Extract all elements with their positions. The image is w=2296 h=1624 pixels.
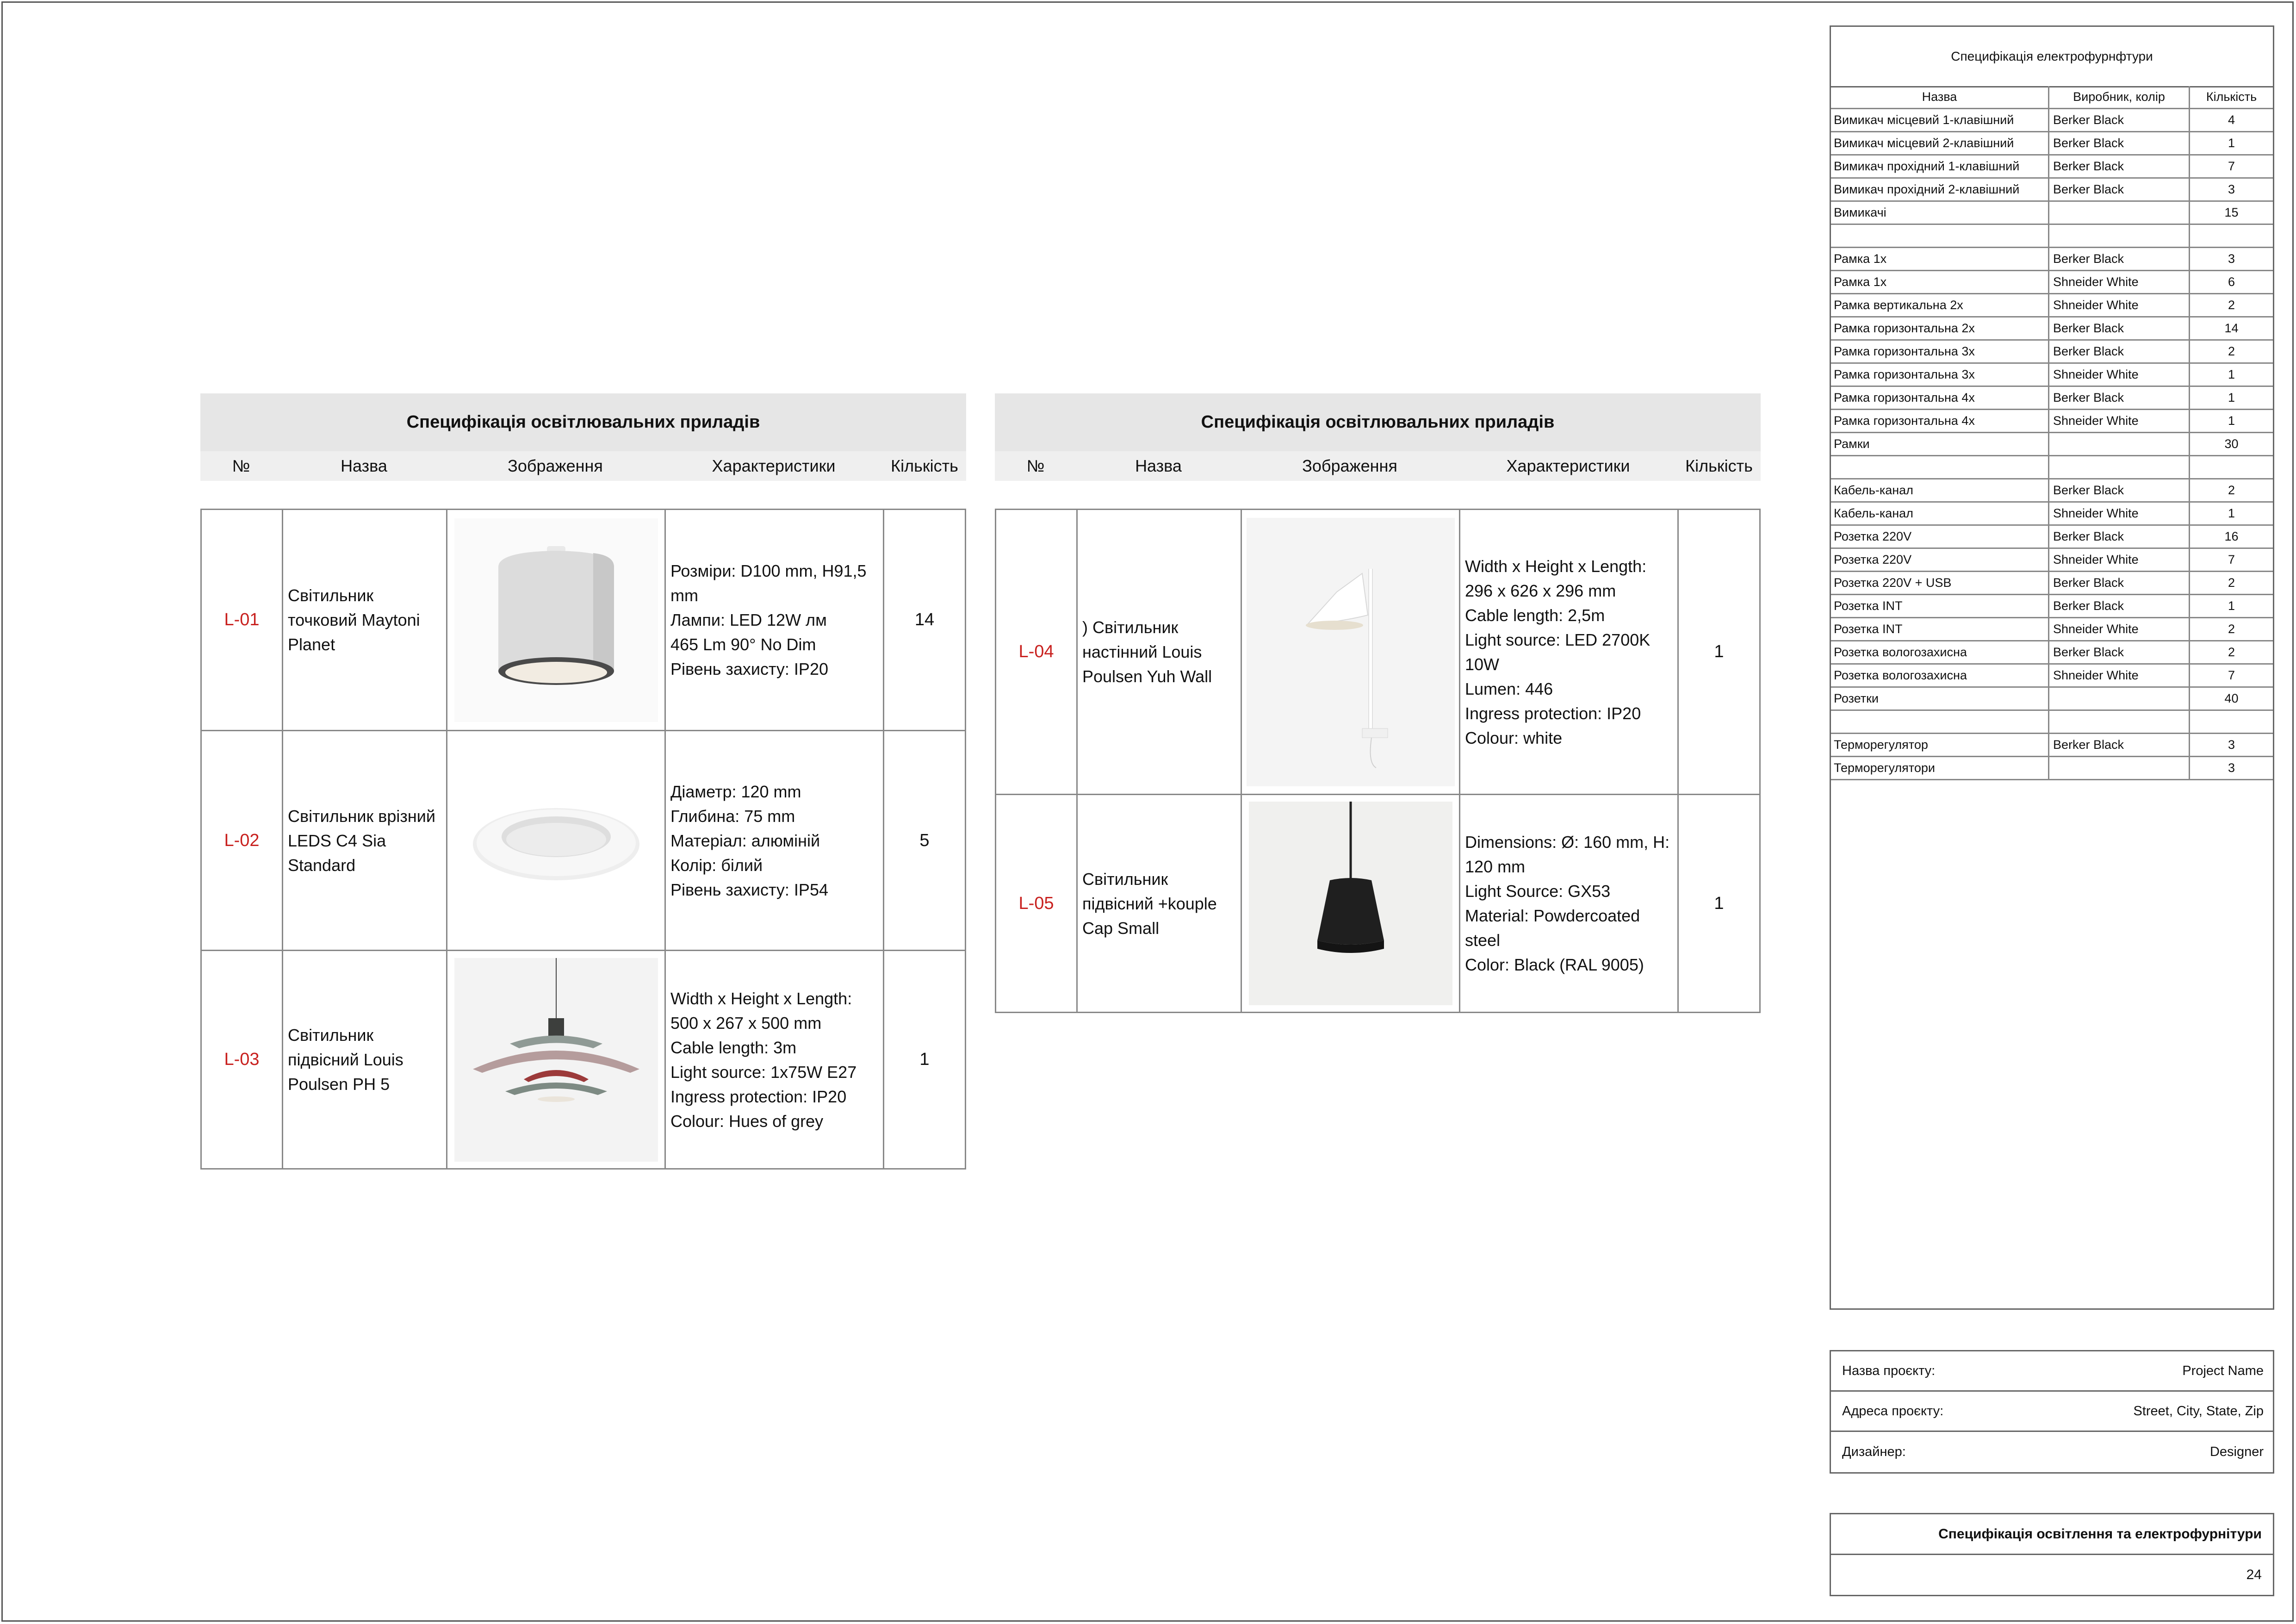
item-qty: 1 [2228, 367, 2235, 381]
item-name: Вимикач місцевий 2-клавішний [1831, 132, 2049, 154]
item-qty: 2 [2228, 622, 2235, 636]
spec-line: Dimensions: Ø: 160 mm, H: 120 mm [1465, 833, 1670, 876]
item-maker: Berker Black [2049, 479, 2190, 501]
item-qty: 2 [2228, 645, 2235, 659]
table-row [1831, 711, 2273, 734]
item-qty: 1 [2228, 391, 2235, 404]
col-image: Зображення [508, 456, 603, 475]
item-name: Розетка вологозахисна [1831, 641, 2049, 663]
designer-label: Дизайнер: [1842, 1444, 1906, 1459]
spec-line: Ingress protection: IP20 [1465, 703, 1641, 723]
item-maker: Berker Black [2049, 526, 2190, 548]
item-name: Кабель-канал [1831, 503, 2049, 524]
item-name: Світильник підвісний +kouple Cap Small [1078, 795, 1242, 1012]
item-image-cell [447, 951, 666, 1168]
item-name: ) Світильник настінний Louis Poulsen Yuh Wall [1078, 510, 1242, 794]
lighting-grid [995, 509, 1761, 1013]
item-name: Рамка горизонтальна 2х [1831, 317, 2049, 339]
item-qty: 2 [2228, 298, 2235, 312]
table-row [1831, 572, 2273, 595]
item-maker: Berker Black [2049, 156, 2190, 177]
lighting-table-title: Специфікація освітлювальних приладів [995, 393, 1761, 451]
spec-line: 465 Lm 90° No Dim [670, 635, 816, 654]
item-image-cell [447, 731, 666, 950]
item-code: L-05 [996, 795, 1078, 1012]
item-qty: 2 [2228, 576, 2235, 590]
item-qty: 7 [2228, 159, 2235, 173]
item-name [1831, 456, 2049, 478]
lighting-table-title: Специфікація освітлювальних приладів [200, 393, 966, 451]
col-specs: Характеристики [712, 456, 836, 475]
item-name: Рамки [1831, 433, 2049, 455]
item-qty [2190, 456, 2273, 478]
spec-line: Colour: white [1465, 728, 1563, 747]
item-image-cell [447, 510, 666, 730]
item-name: Вимикач прохідний 1-клавішний [1831, 156, 2049, 177]
table-row [1831, 132, 2273, 156]
item-name: Вимикач прохідний 2-клавішний [1831, 179, 2049, 200]
designer-value: Designer [2209, 1444, 2264, 1459]
item-qty: 16 [2224, 529, 2239, 543]
item-maker [2049, 202, 2190, 224]
item-maker: Berker Black [2049, 595, 2190, 617]
item-image-cell [1242, 510, 1460, 794]
table-row [1831, 503, 2273, 526]
table-row [1831, 387, 2273, 410]
table-row [202, 510, 965, 730]
item-name: Рамка горизонтальна 3х [1831, 341, 2049, 362]
spec-line: Color: Black (RAL 9005) [1465, 955, 1644, 974]
table-row [1831, 410, 2273, 433]
item-qty: 30 [2224, 437, 2239, 451]
col-qty: Кількість [1685, 456, 1753, 475]
spec-line: 296 x 626 x 296 mm [1465, 581, 1616, 600]
spec-line: Рівень захисту: IP20 [670, 660, 828, 678]
project-label: Назва проєкту: [1842, 1363, 1936, 1378]
electrical-table-title: Специфікація електрофурнфтури [1831, 27, 2273, 87]
project-name-row [1831, 1351, 2273, 1392]
col-number: № [1026, 456, 1045, 475]
table-row [1831, 248, 2273, 271]
item-name: Рамка горизонтальна 3х [1831, 364, 2049, 386]
item-maker: Berker Black [2049, 248, 2190, 270]
item-qty: 14 [2224, 321, 2239, 335]
item-maker [2049, 688, 2190, 709]
item-qty: 1 [1714, 893, 1724, 913]
spec-line: Глибина: 75 mm [670, 806, 795, 826]
item-code: L-02 [202, 731, 283, 950]
item-qty: 3 [2228, 738, 2235, 752]
item-code: L-03 [202, 951, 283, 1168]
col-name: Назва [1831, 86, 2049, 108]
spec-line: Width x Height x Length: [670, 989, 852, 1008]
spec-line: Cable length: 2,5m [1465, 605, 1605, 625]
item-name: Світильник врізний LEDS C4 Sia Standard [283, 731, 447, 950]
table-row [1831, 109, 2273, 132]
table-row [1831, 595, 2273, 618]
item-name: Розетка 220V [1831, 526, 2049, 548]
item-name: Терморегулятор [1831, 734, 2049, 756]
item-qty: 7 [2228, 668, 2235, 682]
item-qty: 40 [2224, 691, 2239, 705]
item-name [1831, 711, 2049, 733]
item-maker: Berker Black [2049, 641, 2190, 663]
item-qty: 3 [2228, 252, 2235, 266]
item-qty: 3 [2228, 761, 2235, 775]
item-name: Рамка горизонтальна 4х [1831, 410, 2049, 432]
spec-line: 500 x 267 x 500 mm [670, 1013, 822, 1033]
table-row [996, 794, 1759, 1012]
table-row [1831, 526, 2273, 549]
spec-line: Cable length: 3m [670, 1038, 797, 1057]
table-row [202, 730, 965, 950]
item-specs [666, 510, 884, 730]
table-row [1831, 294, 2273, 317]
electrical-rows [1831, 86, 2273, 780]
project-value: Project Name [2182, 1363, 2264, 1378]
spec-line: Колір: білий [670, 855, 763, 875]
item-qty: 7 [2228, 553, 2235, 566]
item-maker: Shneider White [2049, 618, 2190, 640]
item-name: Розетки [1831, 688, 2049, 709]
item-qty: 2 [2228, 483, 2235, 497]
lighting-table-1 [200, 393, 966, 1167]
item-maker: Berker Black [2049, 132, 2190, 154]
table-row [1831, 688, 2273, 711]
item-name [1831, 225, 2049, 247]
item-maker: Shneider White [2049, 665, 2190, 686]
item-specs [1460, 510, 1679, 794]
item-maker: Berker Black [2049, 341, 2190, 362]
item-qty [2190, 711, 2273, 733]
lighting-grid [200, 509, 966, 1170]
item-name: Рамка 1х [1831, 271, 2049, 293]
col-qty: Кількість [2206, 90, 2257, 104]
table-row [1831, 364, 2273, 387]
item-name: Вимикач місцевий 1-клавішний [1831, 109, 2049, 131]
table-row [1831, 618, 2273, 641]
item-name: Розетка INT [1831, 618, 2049, 640]
item-name: Рамка 1х [1831, 248, 2049, 270]
item-qty [2190, 225, 2273, 247]
item-maker [2049, 711, 2190, 733]
col-image: Зображення [1302, 456, 1397, 475]
spec-line: Лампи: LED 12W лм [670, 610, 827, 629]
designer-row [1831, 1432, 2273, 1472]
recessed-downlight-image [454, 739, 658, 942]
address-value: Street, City, State, Zip [2133, 1403, 2264, 1419]
spec-line: Рівень захисту: IP54 [670, 880, 828, 899]
table-row [1831, 225, 2273, 248]
item-maker: Shneider White [2049, 503, 2190, 524]
col-specs: Характеристики [1506, 456, 1630, 475]
item-maker: Shneider White [2049, 271, 2190, 293]
title-block [1830, 1350, 2274, 1474]
item-maker: Berker Black [2049, 109, 2190, 131]
pendant-ph5-image [454, 958, 658, 1162]
item-maker: Berker Black [2049, 317, 2190, 339]
item-name: Розетка 220V + USB [1831, 572, 2049, 594]
lighting-table-columns [200, 451, 966, 481]
item-name: Рамка горизонтальна 4х [1831, 387, 2049, 409]
item-maker: Shneider White [2049, 364, 2190, 386]
item-qty: 5 [919, 830, 930, 850]
col-name: Назва [1135, 456, 1182, 475]
table-row [996, 510, 1759, 794]
item-maker [2049, 456, 2190, 478]
black-pendant-image [1249, 802, 1452, 1005]
col-number: № [232, 456, 250, 475]
table-row [1831, 456, 2273, 479]
item-maker: Shneider White [2049, 294, 2190, 316]
electrical-header-row [1831, 86, 2273, 109]
item-code: L-01 [202, 510, 283, 730]
item-maker: Berker Black [2049, 734, 2190, 756]
item-qty: 1 [919, 1050, 930, 1069]
spec-line: Ingress protection: IP20 [670, 1087, 847, 1106]
item-qty: 4 [2228, 113, 2235, 127]
spec-line: Light source: LED 2700K 10W [1465, 630, 1651, 674]
item-image-cell [1242, 795, 1460, 1012]
item-specs [666, 731, 884, 950]
item-qty: 1 [2228, 136, 2235, 150]
item-qty: 1 [2228, 506, 2235, 520]
spec-line: Діаметр: 120 mm [670, 782, 801, 801]
sheet-info [1830, 1513, 2274, 1596]
table-row [1831, 202, 2273, 225]
spec-line: Colour: Hues of grey [670, 1111, 824, 1131]
table-row [1831, 757, 2273, 780]
lighting-table-2 [995, 393, 1761, 1014]
item-name: Терморегулятори [1831, 757, 2049, 779]
item-qty: 2 [2228, 344, 2235, 358]
item-qty: 1 [2228, 599, 2235, 613]
item-qty: 14 [914, 610, 935, 629]
item-name: Вимикачі [1831, 202, 2049, 224]
item-name: Світильник підвісний Louis Poulsen PH 5 [283, 951, 447, 1168]
item-name: Розетка INT [1831, 595, 2049, 617]
item-qty: 1 [2228, 414, 2235, 428]
item-maker [2049, 225, 2190, 247]
table-row [202, 950, 965, 1168]
spec-line: Light source: 1x75W E27 [670, 1062, 857, 1082]
item-code: L-04 [996, 510, 1078, 794]
spec-line: Lumen: 446 [1465, 679, 1553, 698]
spec-line: Матеріал: алюміній [670, 831, 820, 850]
item-maker [2049, 433, 2190, 455]
item-specs [666, 951, 884, 1168]
item-maker: Shneider White [2049, 410, 2190, 432]
sheet-number: 24 [2246, 1567, 2262, 1582]
item-maker [2049, 757, 2190, 779]
table-row [1831, 433, 2273, 456]
item-qty: 6 [2228, 275, 2235, 289]
spec-line: Width x Height x Length: [1465, 556, 1647, 576]
sheet-title: Специфікація освітлення та електрофурнітури [1831, 1514, 2273, 1555]
project-address-row [1831, 1392, 2273, 1432]
lighting-table-columns [995, 451, 1761, 481]
item-name: Розетка вологозахисна [1831, 665, 2049, 686]
table-row [1831, 734, 2273, 757]
spec-line: Розміри: D100 mm, H91,5 mm [670, 561, 867, 605]
item-name: Світильник точковий Maytoni Planet [283, 510, 447, 730]
table-row [1831, 641, 2273, 665]
col-name: Назва [341, 456, 387, 475]
ceiling-spotlight-image [454, 518, 658, 722]
item-maker: Berker Black [2049, 387, 2190, 409]
table-row [1831, 271, 2273, 294]
wall-lamp-image [1247, 518, 1455, 786]
item-specs [1460, 795, 1679, 1012]
table-row [1831, 341, 2273, 364]
table-row [1831, 179, 2273, 202]
table-row [1831, 156, 2273, 179]
electrical-table [1830, 25, 2274, 1310]
item-name: Кабель-канал [1831, 479, 2049, 501]
item-qty: 15 [2224, 205, 2239, 219]
item-maker: Berker Black [2049, 572, 2190, 594]
item-qty: 3 [2228, 182, 2235, 196]
spec-line: Material: Powdercoated steel [1465, 906, 1640, 950]
spec-line: Light Source: GX53 [1465, 882, 1611, 901]
item-name: Розетка 220V [1831, 549, 2049, 571]
item-name: Рамка вертикальна 2х [1831, 294, 2049, 316]
table-row [1831, 317, 2273, 341]
address-label: Адреса проєкту: [1842, 1403, 1944, 1419]
item-maker: Shneider White [2049, 549, 2190, 571]
table-row [1831, 665, 2273, 688]
col-qty: Кількість [891, 456, 958, 475]
item-qty: 1 [1714, 642, 1724, 661]
table-row [1831, 549, 2273, 572]
table-row [1831, 479, 2273, 503]
col-maker: Виробник, колір [2049, 86, 2190, 108]
item-maker: Berker Black [2049, 179, 2190, 200]
